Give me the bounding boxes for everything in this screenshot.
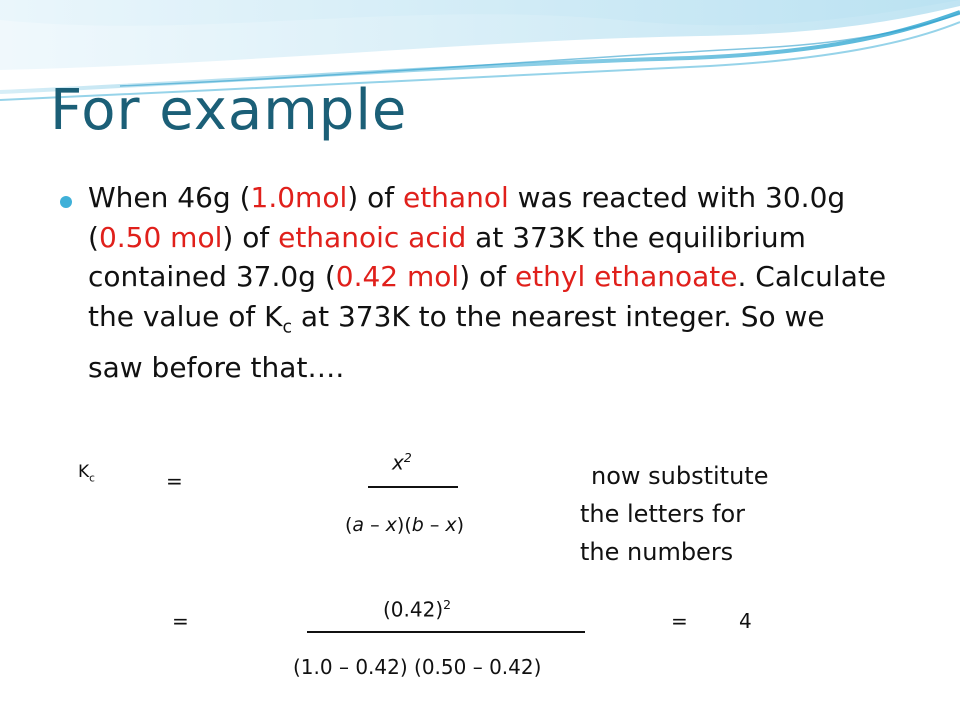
formula-numerator — [392, 450, 412, 475]
note-line: the numbers — [580, 538, 734, 566]
numerator-var: x — [392, 450, 404, 475]
numerator-exponent: 2 — [443, 597, 452, 612]
bullet-text — [88, 178, 888, 387]
den-a: a — [352, 514, 365, 536]
den-x: x — [445, 514, 457, 536]
text-segment: When 46g ( — [88, 181, 251, 214]
substitution-equals: = — [172, 609, 189, 633]
text-segment: at 373K to the nearest integer. So we saw before that…. — [88, 299, 825, 384]
kc-symbol — [78, 462, 95, 484]
text-segment: at 373K the equilibrium contained 37.0g ( — [88, 220, 806, 293]
highlight-moles-acid: 0.50 mol — [98, 220, 223, 254]
substitution-numerator — [383, 597, 451, 622]
text-segment: was reacted with 30.0g ( — [88, 181, 846, 254]
result-equals: = — [671, 609, 688, 633]
kc-base: K — [78, 462, 90, 482]
highlight-moles-ester: 0.42 mol — [335, 260, 460, 293]
substitution-denominator: (1.0 – 0.42) (0.50 – 0.42) — [293, 655, 542, 679]
note-line: the letters for — [580, 500, 746, 528]
den-x: x — [385, 514, 397, 536]
slide-title: For example — [50, 78, 408, 143]
den-part: ) — [456, 514, 465, 536]
highlight-ethanol: ethanol — [402, 181, 509, 214]
den-part: ( — [345, 514, 353, 536]
highlight-ethyl-ethanoate: ethyl ethanoate — [514, 260, 738, 293]
result-value: 4 — [739, 609, 752, 633]
den-part: – — [423, 514, 446, 536]
formula-fraction-bar — [368, 486, 458, 488]
substitution-note — [580, 457, 840, 571]
text-segment: ) of — [222, 220, 279, 254]
numerator-base: (0.42) — [383, 597, 444, 622]
numerator-exponent: 2 — [403, 450, 412, 465]
kc-subscript: c — [282, 317, 293, 338]
den-part: )( — [396, 514, 412, 536]
substitution-fraction-bar — [307, 631, 585, 633]
kc-sub: c — [89, 472, 95, 485]
formula-denominator — [345, 514, 464, 536]
bullet-icon — [60, 196, 72, 208]
formula-equals: = — [166, 469, 183, 493]
note-line: now substitute — [591, 462, 769, 490]
den-part: – — [364, 514, 386, 536]
text-segment: ) of — [459, 260, 515, 293]
highlight-moles-ethanol: 1.0mol — [250, 181, 348, 214]
text-segment: . Calculate the value of K — [88, 260, 887, 333]
den-b: b — [411, 514, 424, 536]
highlight-ethanoic-acid: ethanoic acid — [278, 220, 467, 254]
text-segment: ) of — [347, 181, 403, 214]
